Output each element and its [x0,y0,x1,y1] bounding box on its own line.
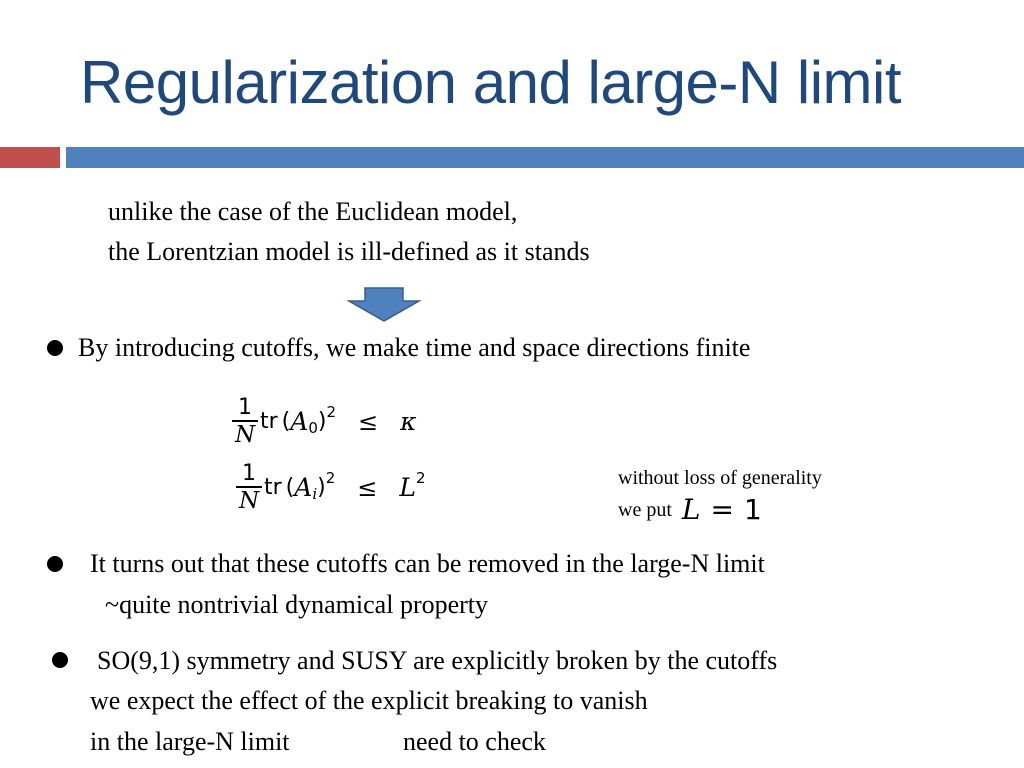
note-line-2 [618,493,762,526]
fraction-1-over-n [236,462,262,514]
open-paren: ( [281,409,291,435]
exponent: 2 [325,468,336,487]
trace-operator: tr [260,409,278,435]
slide-title: Regularization and large-N limit [80,49,902,116]
intro-line-2: the Lorentzian model is ill-defined as it stands [108,237,590,266]
note-rhs: 1 [743,493,762,526]
bullet-dot-1 [47,340,63,356]
intro-line-1: unlike the case of the Euclidean model, [108,197,518,226]
close-paren: ) [317,409,327,435]
note-lhs: L [681,493,701,526]
rhs-l: L [399,473,416,503]
bullet-2-subtext: ~quite nontrivial dynamical property [105,590,489,619]
frac-denominator: N [234,421,256,448]
bullet-3-text: SO(9,1) symmetry and SUSY are explicitly broken by the cutoffs [97,646,778,675]
bullet-3-line-2: we expect the effect of the explicit breaking to vanish [90,686,648,715]
down-arrow-icon [347,287,421,323]
close-paren: ) [317,475,326,501]
open-paren: ( [285,475,295,501]
equation-time-cutoff [232,396,417,448]
matrix-subscript: 0 [308,418,318,437]
matrix-symbol: A [294,473,313,503]
frac-numerator: 1 [238,395,252,420]
exponent: 2 [326,402,337,421]
matrix-subscript: i [312,484,318,503]
frac-numerator: 1 [242,461,256,486]
note-line-1: without loss of generality [618,467,822,489]
relation-leq: ≤ [358,407,379,436]
title-accent-bar-red [0,147,60,168]
note-prefix: we put [618,499,672,521]
rhs-exponent: 2 [416,468,426,487]
equation-space-cutoff [236,462,426,514]
bullet-2-text: It turns out that these cutoffs can be removed in the large-N limit [90,549,765,578]
bullet-dot-2 [47,556,63,572]
bullet-1-text: By introducing cutoffs, we make time and space directions finite [78,333,751,362]
note-equals: = [710,493,734,526]
bullet-3-line-3a: in the large-N limit [90,727,290,756]
bullet-dot-3 [52,652,68,668]
matrix-symbol: A [290,407,309,437]
trace-operator: tr [264,475,282,501]
bullet-3-line-3b: need to check [403,727,546,756]
relation-leq: ≤ [357,473,378,502]
fraction-1-over-n [232,396,258,448]
rhs-kappa: κ [400,407,417,437]
title-accent-bar-blue [66,147,1024,168]
frac-denominator: N [238,487,260,514]
